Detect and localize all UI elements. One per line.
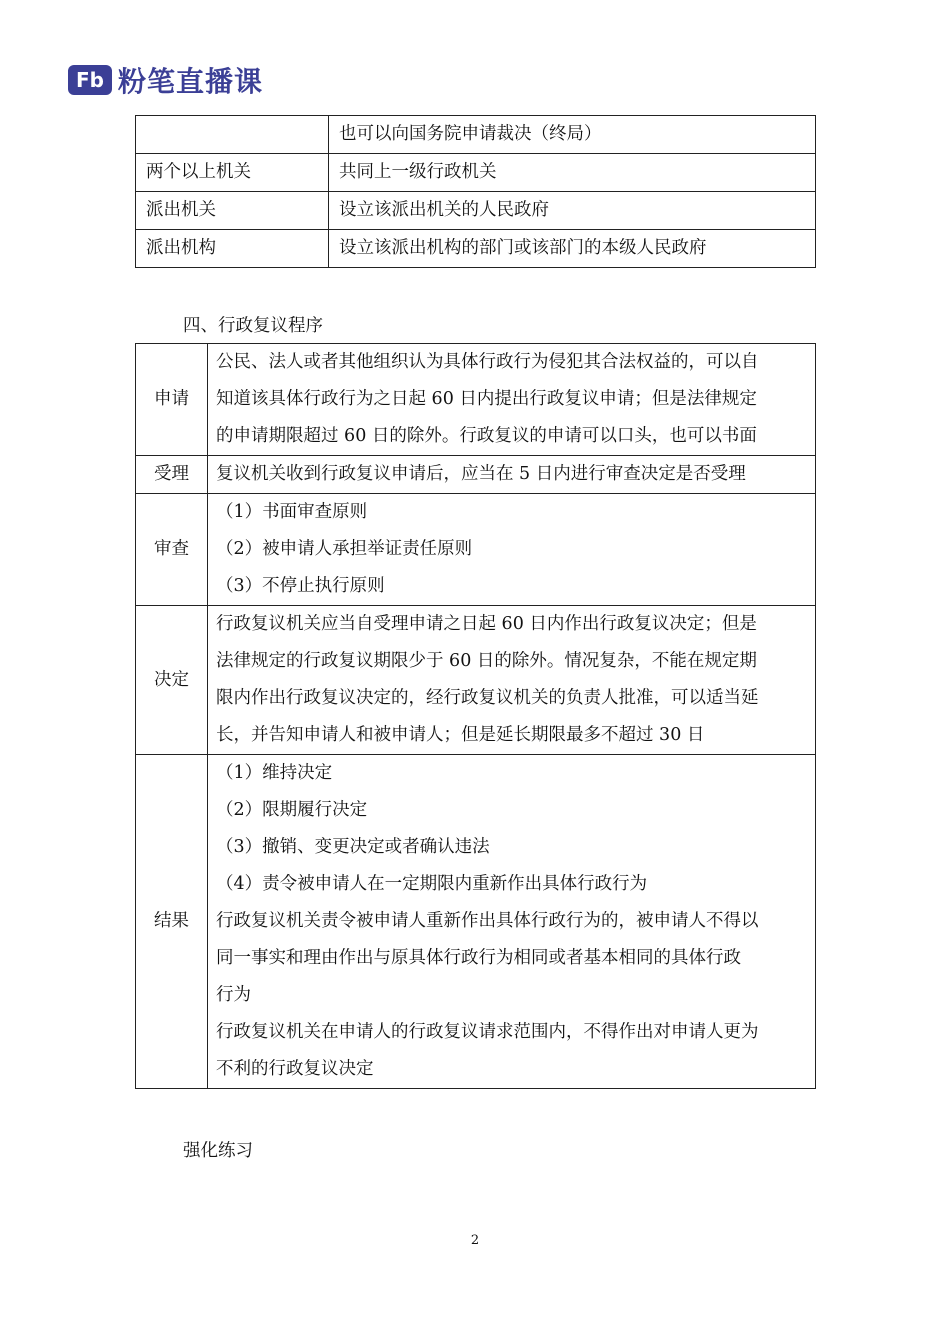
table-row [136, 154, 816, 192]
content-line: 行为 [216, 985, 251, 1005]
content-line: 复议机关收到行政复议申请后，应当在 5 日内进行审查决定是否受理 [216, 464, 746, 484]
table-row [136, 192, 816, 230]
table-cell-right: 设立该派出机构的部门或该部门的本级人民政府 [329, 230, 816, 268]
content-line: 行政复议机关应当自受理申请之日起 60 日内作出行政复议决定；但是 [216, 614, 757, 634]
content-line: 行政复议机关在申请人的行政复议请求范围内，不得作出对申请人更为 [216, 1022, 759, 1042]
logo-mark-text: Fb [76, 68, 104, 92]
row-content-apply [208, 344, 816, 456]
content-line: （4）责令被申请人在一定期限内重新作出具体行政行为 [216, 874, 648, 894]
content-line: 法律规定的行政复议期限少于 60 日的除外。情况复杂，不能在规定期 [216, 651, 757, 671]
authority-table [135, 115, 816, 268]
content-line: 的申请期限超过 60 日的除外。行政复议的申请可以口头，也可以书面 [216, 426, 757, 446]
table-row [136, 116, 816, 154]
row-content-decision [208, 606, 816, 755]
table-cell-right: 也可以向国务院申请裁决（终局） [329, 116, 816, 154]
content-line: （1）维持决定 [216, 763, 333, 783]
content-line: 知道该具体行政行为之日起 60 日内提出行政复议申请；但是法律规定 [216, 389, 757, 409]
content-line: （1）书面审查原则 [216, 502, 368, 522]
logo-text: 粉笔直播课 [118, 65, 264, 98]
table-row [136, 230, 816, 268]
row-label-review: 审查 [136, 494, 208, 606]
section-heading-practice: 强化练习 [183, 1141, 253, 1161]
content-line: 长，并告知申请人和被申请人；但是延长期限最多不超过 30 日 [216, 725, 705, 745]
table-row-result [136, 755, 816, 1089]
table-row-decision [136, 606, 816, 755]
content-line: （2）限期履行决定 [216, 800, 368, 820]
table-cell-left: 两个以上机关 [136, 154, 329, 192]
row-label-accept: 受理 [136, 456, 208, 494]
table-cell-right: 共同上一级行政机关 [329, 154, 816, 192]
content-line: 不利的行政复议决定 [216, 1059, 374, 1079]
content-line: 限内作出行政复议决定的，经行政复议机关的负责人批准，可以适当延 [216, 688, 759, 708]
table-row-review [136, 494, 816, 606]
table-row-apply [136, 344, 816, 456]
row-label-apply: 申请 [136, 344, 208, 456]
row-label-decision: 决定 [136, 606, 208, 755]
content-line: （3）不停止执行原则 [216, 576, 385, 596]
content-line: 行政复议机关责令被申请人重新作出具体行政行为的，被申请人不得以 [216, 911, 759, 931]
content-line: 公民、法人或者其他组织认为具体行政行为侵犯其合法权益的，可以自 [216, 352, 759, 372]
row-content-review [208, 494, 816, 606]
table-cell-left [136, 116, 329, 154]
row-content-result [208, 755, 816, 1089]
table-row-accept [136, 456, 816, 494]
section-heading-procedure: 四、行政复议程序 [183, 316, 323, 336]
page-number: 2 [470, 1233, 480, 1248]
fb-logo-icon [68, 63, 112, 97]
content-line: （2）被申请人承担举证责任原则 [216, 539, 473, 559]
content-line: （3）撤销、变更决定或者确认违法 [216, 837, 490, 857]
row-label-result: 结果 [136, 755, 208, 1089]
content-line: 同一事实和理由作出与原具体行政行为相同或者基本相同的具体行政 [216, 948, 741, 968]
table-cell-left: 派出机关 [136, 192, 329, 230]
brand-logo [68, 60, 263, 100]
procedure-table [135, 343, 816, 1089]
row-content-accept [208, 456, 816, 494]
table-cell-left: 派出机构 [136, 230, 329, 268]
table-cell-right: 设立该派出机关的人民政府 [329, 192, 816, 230]
